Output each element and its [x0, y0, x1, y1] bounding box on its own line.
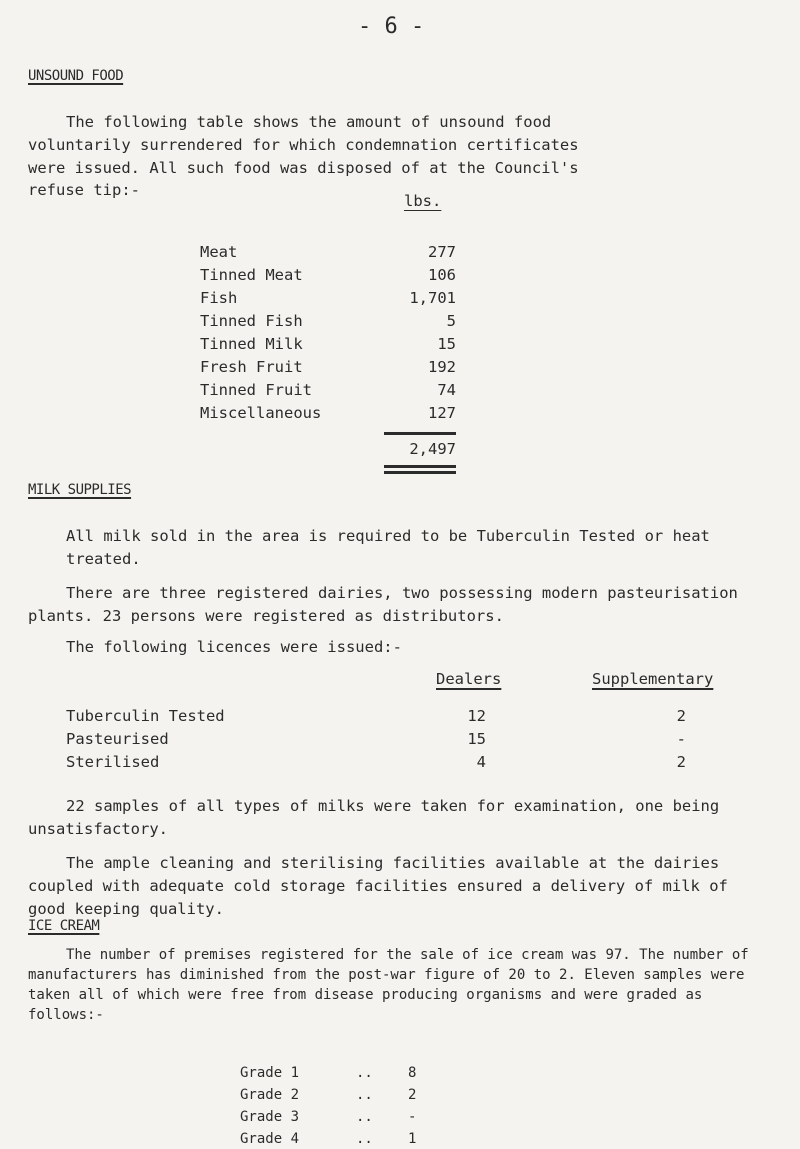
unsound-food-intro-line4: refuse tip:-	[28, 181, 140, 199]
licence-type: Pasteurised	[66, 730, 169, 748]
ice-cream-heading: ICE CREAM	[28, 918, 100, 934]
grade-separator: ..	[356, 1131, 373, 1147]
milk-para-1	[66, 525, 746, 571]
food-total: 2,497	[409, 440, 456, 458]
col-supplementary-header: Supplementary	[592, 670, 714, 688]
table-row	[200, 243, 460, 265]
page-number: - 6 -	[358, 14, 425, 39]
milk-para-5-text: The ample cleaning and sterilising facilities available at the dairies coupled with adequate cold storage facilities ensured a delivery of milk of good keeping quality.	[28, 854, 728, 918]
list-item	[240, 1131, 460, 1149]
table-row	[200, 289, 460, 311]
food-item-name: Tinned Milk	[200, 335, 303, 353]
food-item-name: Meat	[200, 243, 238, 261]
food-item-name: Tinned Meat	[200, 266, 303, 284]
food-item-lbs: 192	[428, 358, 456, 376]
grade-count: 8	[408, 1065, 417, 1081]
table-row	[200, 381, 460, 403]
milk-para-4	[28, 795, 756, 841]
table-row	[200, 335, 460, 357]
licence-dealers: 15	[467, 730, 486, 748]
milk-para-2	[28, 582, 756, 628]
grade-count: 1	[408, 1131, 417, 1147]
licence-supplementary: 2	[676, 753, 686, 771]
unsound-food-heading: UNSOUND FOOD	[28, 68, 124, 84]
milk-para-5	[28, 852, 738, 921]
unsound-food-intro-line2: voluntarily surrendered for which condemnation certificates	[28, 136, 579, 154]
grade-separator: ..	[356, 1065, 373, 1081]
licence-type: Sterilised	[66, 753, 160, 771]
grade-label: Grade 3	[240, 1109, 300, 1125]
total-rule-bottom-2	[384, 471, 456, 474]
food-item-lbs: 277	[428, 243, 456, 261]
licence-type: Tuberculin Tested	[66, 707, 225, 725]
table-row	[66, 753, 706, 775]
unsound-food-intro-line1: The following table shows the amount of unsound food	[66, 113, 552, 131]
food-item-lbs: 5	[446, 312, 456, 330]
milk-para-1-text: All milk sold in the area is required to be Tuberculin Tested or heat treated.	[66, 527, 710, 568]
list-item	[240, 1065, 460, 1083]
food-item-lbs: 15	[437, 335, 456, 353]
grade-label: Grade 1	[240, 1065, 300, 1081]
col-dealers-header: Dealers	[436, 670, 502, 688]
food-item-name: Tinned Fruit	[200, 381, 312, 399]
table-row	[66, 707, 706, 729]
list-item	[240, 1087, 460, 1105]
grade-label: Grade 2	[240, 1087, 300, 1103]
list-item	[240, 1109, 460, 1127]
lbs-column-header: lbs.	[404, 192, 442, 210]
table-row	[200, 404, 460, 426]
food-item-name: Tinned Fish	[200, 312, 303, 330]
table-row	[200, 266, 460, 288]
milk-para-2-text: There are three registered dairies, two possessing modern pasteurisation plants. 23 persons were registered as distributors.	[28, 584, 738, 625]
unsound-food-intro-line3: were issued. All such food was disposed of at the Council's	[28, 159, 579, 177]
food-item-lbs: 74	[437, 381, 456, 399]
food-item-lbs: 106	[428, 266, 456, 284]
milk-para-4-text: 22 samples of all types of milks were taken for examination, one being unsatisfactory.	[28, 797, 720, 838]
total-rule-top	[384, 432, 456, 435]
table-row	[66, 730, 706, 752]
licence-dealers: 12	[467, 707, 486, 725]
grade-separator: ..	[356, 1087, 373, 1103]
food-item-name: Fresh Fruit	[200, 358, 303, 376]
licence-supplementary: -	[676, 730, 686, 748]
milk-para-3: The following licences were issued:-	[66, 638, 402, 656]
grade-count: -	[408, 1109, 417, 1125]
licence-supplementary: 2	[676, 707, 686, 725]
food-item-name: Fish	[200, 289, 238, 307]
food-item-name: Miscellaneous	[200, 404, 322, 422]
total-rule-bottom-1	[384, 465, 456, 468]
grade-label: Grade 4	[240, 1131, 300, 1147]
table-row	[200, 358, 460, 380]
ice-cream-para-1-text: The number of premises registered for the sale of ice cream was 97. The number of manufacturers has diminished from the post-war figure of 20 to 2. Eleven samples were taken all of which were free from disease producing organisms and were graded as follows:-	[28, 947, 749, 1023]
food-item-lbs: 1,701	[409, 289, 456, 307]
ice-cream-para-1	[28, 945, 756, 1025]
grade-count: 2	[408, 1087, 417, 1103]
table-row	[200, 312, 460, 334]
food-item-lbs: 127	[428, 404, 456, 422]
licence-dealers: 4	[476, 753, 486, 771]
grade-separator: ..	[356, 1109, 373, 1125]
milk-supplies-heading: MILK SUPPLIES	[28, 482, 132, 498]
